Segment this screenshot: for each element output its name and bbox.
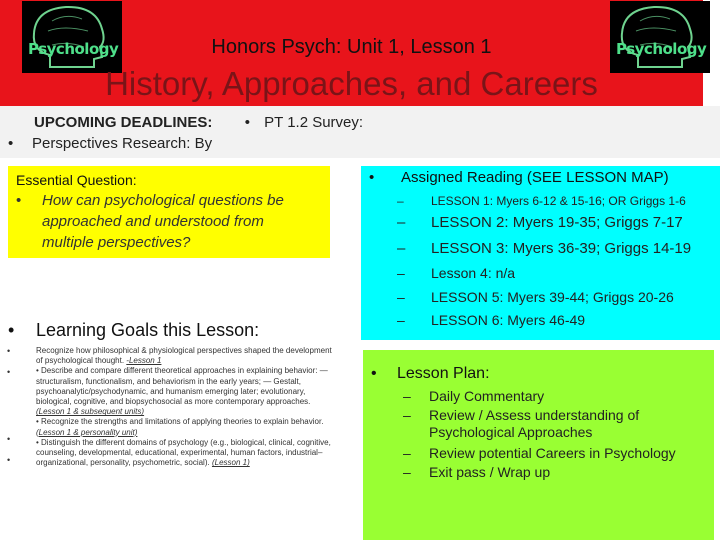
learning-goals-text — [36, 346, 332, 468]
logo-text: Psychology — [616, 40, 707, 58]
list-item: – LESSON 1: Myers 6-12 & 15-16; OR Griggs 1-6 — [397, 194, 686, 208]
list-item: – Review / Assess understanding of Psychological Approaches — [403, 407, 640, 440]
list-item: – Exit pass / Wrap up — [403, 464, 551, 480]
deadline-item: PT 1.2 Survey: — [264, 114, 364, 131]
learning-goals — [0, 310, 345, 540]
bullet: • — [244, 114, 250, 131]
bullet: • — [16, 192, 22, 209]
list-item: – Daily Commentary — [403, 388, 545, 404]
bullet: • — [8, 320, 15, 340]
essential-question-box — [8, 166, 330, 258]
deadline-item: Perspectives Research: By — [32, 135, 213, 152]
list-item: – Lesson 4: n/a — [397, 265, 516, 281]
lesson-title: History, Approaches, and Careers — [105, 65, 598, 102]
essential-question-title: Essential Question: — [16, 172, 137, 188]
upcoming-deadlines — [0, 106, 720, 158]
bullet: • — [7, 346, 11, 356]
bullet: • — [371, 365, 377, 382]
list-item: – LESSON 3: Myers 36-39; Griggs 14-19 — [397, 240, 692, 257]
bullet: • — [369, 169, 375, 186]
logo-text: Psychology — [28, 40, 119, 58]
assigned-reading-title: Assigned Reading (SEE LESSON MAP) — [401, 169, 669, 186]
lesson-plan-box — [363, 350, 714, 540]
goal-item: • Distinguish the different domains of psychology (e.g., biological, clinical, cognitive, counseling, developmental, educational, experimental, human factors, industrial–organizational, personality, psychometric, social). (Lesson 1) — [36, 437, 331, 468]
lesson-plan-title: Lesson Plan: — [397, 365, 490, 382]
assigned-reading-box — [361, 166, 720, 340]
bullet: • — [7, 367, 11, 377]
list-item: – LESSON 5: Myers 39-44; Griggs 20-26 — [397, 289, 674, 305]
bullet: • — [7, 434, 11, 444]
essential-question-text: How can psychological questions be approached and understood from multiple perspectives? — [42, 192, 284, 251]
learning-goals-title: Learning Goals this Lesson: — [36, 320, 260, 340]
bullet: • — [8, 135, 14, 152]
list-item: – LESSON 6: Myers 46-49 — [397, 312, 586, 328]
list-item: – Review potential Careers in Psychology — [403, 445, 676, 461]
goal-item: • Recognize the strengths and limitations of applying theories to explain behavior. (Lesson 1 & personality unit) — [36, 417, 324, 437]
deadlines-label: UPCOMING DEADLINES: — [34, 114, 213, 131]
goal-item: • Describe and compare different theoretical approaches in explaining behavior: — structuralism, functionalism, and behaviorism in the early years; — Gestalt, psychoanalytic/psychodynamic, and humanism emerging later; evolutionary, biological, cognitive, and biopsychosocial as more contemporary approaches. (Lesson 1 & subsequent units) — [36, 366, 328, 417]
bullet: • — [7, 455, 11, 465]
header-banner — [0, 0, 707, 106]
list-item: – LESSON 2: Myers 19-35; Griggs 7-17 — [397, 214, 683, 231]
lesson-subtitle: Honors Psych: Unit 1, Lesson 1 — [211, 36, 492, 58]
goal-item: Recognize how philosophical & physiological perspectives shaped the development of psychological thought. -Lesson 1 — [36, 346, 332, 366]
